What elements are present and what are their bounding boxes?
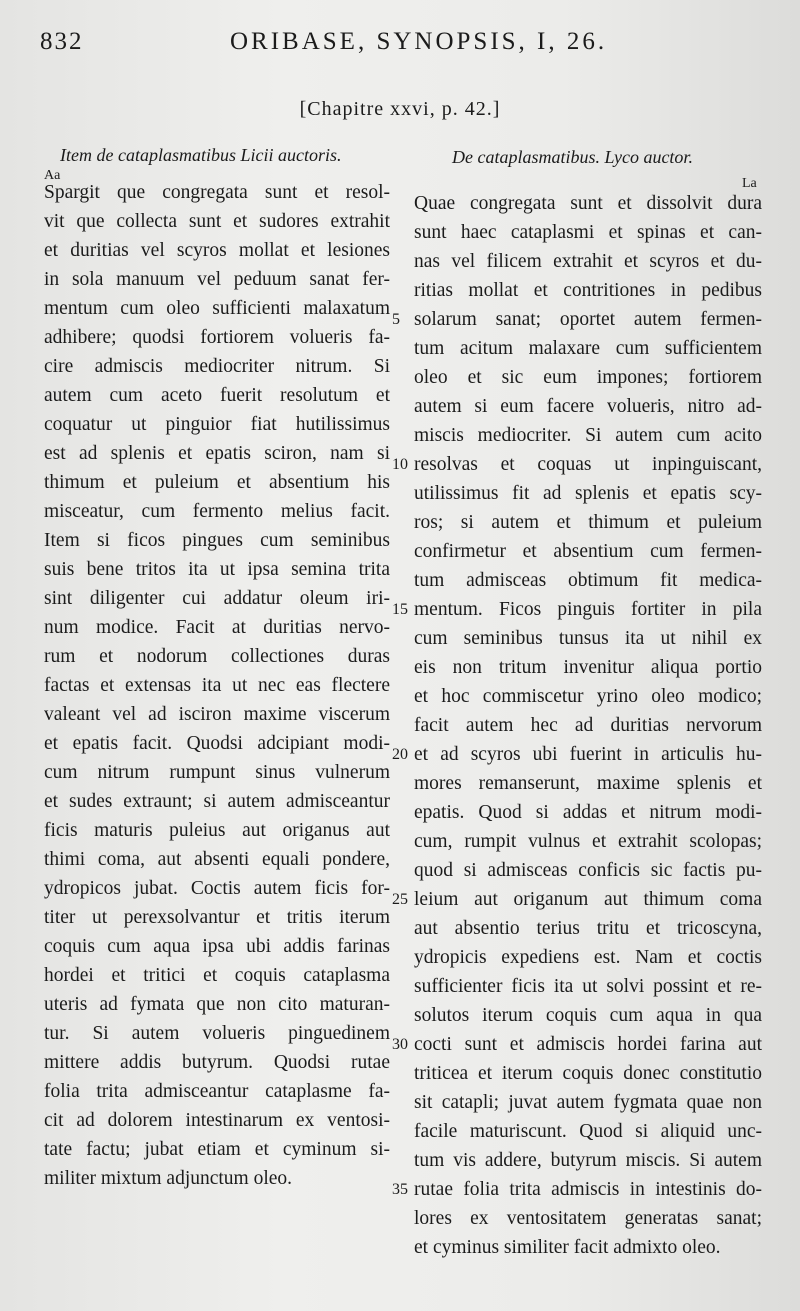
text-line: rum et nodorum collectiones duras bbox=[44, 646, 390, 667]
line-number bbox=[392, 769, 416, 798]
line-number bbox=[392, 914, 416, 943]
line-number bbox=[392, 1233, 416, 1262]
text-line: cit ad dolorem intestinarum ex ventosi- bbox=[44, 1110, 390, 1131]
text-line: Spargit que congregata sunt et resol- bbox=[44, 182, 390, 203]
line-number-gutter bbox=[392, 189, 416, 1262]
text-line: sit catapli; juvat autem fygmata quae non bbox=[414, 1092, 762, 1113]
text-line: uteris ad fymata que non cito maturan- bbox=[44, 994, 390, 1015]
text-line: rutae folia trita admiscis in intestinis do- bbox=[414, 1179, 762, 1200]
text-line: aut absentio terius tritu et tricoscyna, bbox=[414, 918, 762, 939]
text-line: coquatur ut pinguior fiat hutilissimus bbox=[44, 414, 390, 435]
text-line: cum nitrum rumpunt sinus vulnerum bbox=[44, 762, 390, 783]
running-title: ORIBASE, SYNOPSIS, I, 26. bbox=[230, 28, 608, 55]
text-line: et cyminus similiter facit admixto oleo. bbox=[414, 1237, 721, 1258]
text-line: mores remanserunt, maxime splenis et bbox=[414, 773, 762, 794]
line-number: 35 bbox=[392, 1181, 408, 1198]
text-line: resolvas et coquas ut inpinguiscant, bbox=[414, 454, 762, 475]
text-line: tum acitum malaxare cum sufficientem bbox=[414, 338, 762, 359]
text-line: tum admisceas obtimum fit medica- bbox=[414, 570, 762, 591]
line-number: 20 bbox=[392, 746, 408, 763]
line-number bbox=[392, 334, 416, 363]
text-line: sufficienter ficis ita ut solvi possint et re- bbox=[414, 976, 762, 997]
text-line: mentum cum oleo sufficienti malaxatum bbox=[44, 298, 390, 319]
text-line: mittere addis butyrum. Quodsi rutae bbox=[44, 1052, 390, 1073]
left-margin-siglum: Aa bbox=[44, 168, 61, 183]
line-number bbox=[392, 1001, 416, 1030]
text-line: miscis mediocriter. Si autem cum acito bbox=[414, 425, 762, 446]
line-number bbox=[392, 711, 416, 740]
text-line: est ad splenis et epatis sciron, nam si bbox=[44, 443, 390, 464]
line-number bbox=[392, 537, 416, 566]
line-number bbox=[392, 189, 416, 218]
left-column-title: Item de cataplasmatibus Licii auctoris. bbox=[60, 145, 342, 165]
text-line: misceatur, cum fermento melius facit. bbox=[44, 501, 390, 522]
page-number: 832 bbox=[40, 28, 84, 55]
right-text-column bbox=[414, 189, 762, 1262]
line-number: 10 bbox=[392, 456, 408, 473]
text-line: ros; si autem et thimum et puleium bbox=[414, 512, 762, 533]
text-line: factas et extensas ita ut nec eas flectere bbox=[44, 675, 390, 696]
text-line: quod si admisceas conficis sic factis pu- bbox=[414, 860, 762, 881]
line-number bbox=[392, 1088, 416, 1117]
text-line: oleo et sic eum impones; fortiorem bbox=[414, 367, 762, 388]
text-line: cum, rumpit vulnus et extrahit scolopas; bbox=[414, 831, 762, 852]
text-line: lores ex ventositatem generatas sanat; bbox=[414, 1208, 762, 1229]
line-number bbox=[392, 363, 416, 392]
text-line: tur. Si autem volueris pinguedinem bbox=[44, 1023, 390, 1044]
line-number bbox=[392, 508, 416, 537]
line-number bbox=[392, 218, 416, 247]
text-line: facit autem hec ad duritias nervorum bbox=[414, 715, 762, 736]
line-number bbox=[392, 247, 416, 276]
line-number bbox=[392, 943, 416, 972]
line-number bbox=[392, 972, 416, 1001]
right-margin-siglum: La bbox=[742, 176, 757, 191]
text-line: sunt haec cataplasmi et spinas et can- bbox=[414, 222, 762, 243]
line-number bbox=[392, 624, 416, 653]
text-line: facile maturiscunt. Quod si aliquid unc- bbox=[414, 1121, 762, 1142]
text-line: triticea et iterum coquis donec constitutio bbox=[414, 1063, 762, 1084]
line-number: 30 bbox=[392, 1036, 408, 1053]
text-line: tum vis addere, butyrum miscis. Si autem bbox=[414, 1150, 762, 1171]
text-line: eis non tritum invenitur aliqua portio bbox=[414, 657, 762, 678]
text-line: cocti sunt et admiscis hordei farina aut bbox=[414, 1034, 762, 1055]
text-line: valeant vel ad isciron maxime viscerum bbox=[44, 704, 390, 725]
text-line: hordei et tritici et coquis cataplasma bbox=[44, 965, 390, 986]
text-line: suis bene tritos ita ut ipsa semina trita bbox=[44, 559, 390, 580]
line-number bbox=[392, 392, 416, 421]
line-number bbox=[392, 276, 416, 305]
text-line: militer mixtum adjunctum oleo. bbox=[44, 1168, 293, 1189]
line-number bbox=[392, 1059, 416, 1088]
text-line: leium aut origanum aut thimum coma bbox=[414, 889, 762, 910]
text-line: mentum. Ficos pinguis fortiter in pila bbox=[414, 599, 762, 620]
line-number bbox=[392, 1117, 416, 1146]
text-line: et duritias vel scyros mollat et lesiones bbox=[44, 240, 390, 261]
text-line: Item si ficos pingues cum seminibus bbox=[44, 530, 390, 551]
text-line: coquis cum aqua ipsa ubi addis farinas bbox=[44, 936, 390, 957]
line-number bbox=[392, 856, 416, 885]
right-column-title: De cataplasmatibus. Lyco auctor. bbox=[452, 147, 693, 167]
left-text-column bbox=[44, 178, 390, 1193]
line-number: 25 bbox=[392, 891, 408, 908]
text-line: thimum et puleium et absentium his bbox=[44, 472, 390, 493]
text-line: solarum sanat; oportet autem fermen- bbox=[414, 309, 762, 330]
line-number bbox=[392, 479, 416, 508]
text-line: epatis. Quod si addas et nitrum modi- bbox=[414, 802, 762, 823]
text-line: ritias mollat et contritiones in pedibus bbox=[414, 280, 762, 301]
line-number bbox=[392, 653, 416, 682]
line-number bbox=[392, 682, 416, 711]
text-line: solutos iterum coquis cum aqua in qua bbox=[414, 1005, 762, 1026]
text-line: nas vel filicem extrahit et scyros et du- bbox=[414, 251, 762, 272]
line-number bbox=[392, 827, 416, 856]
text-line: et hoc commiscetur yrino oleo modico; bbox=[414, 686, 762, 707]
text-line: et sudes extraunt; si autem admisceantur bbox=[44, 791, 390, 812]
text-line: titer ut perexsolvantur et tritis iterum bbox=[44, 907, 390, 928]
text-line: utilissimus fit ad splenis et epatis scy- bbox=[414, 483, 762, 504]
text-line: ydropicis expediens est. Nam et coctis bbox=[414, 947, 762, 968]
text-line: et epatis facit. Quodsi adcipiant modi- bbox=[44, 733, 390, 754]
text-line: cum seminibus tunsus ita ut nihil ex bbox=[414, 628, 762, 649]
text-line: tate factu; jubat etiam et cyminum si- bbox=[44, 1139, 390, 1160]
line-number bbox=[392, 421, 416, 450]
text-line: et ad scyros ubi fuerint in articulis hu- bbox=[414, 744, 762, 765]
line-number bbox=[392, 1204, 416, 1233]
text-line: thimi coma, aut absenti equali pondere, bbox=[44, 849, 390, 870]
line-number bbox=[392, 566, 416, 595]
text-line: folia trita admisceantur cataplasme fa- bbox=[44, 1081, 390, 1102]
text-line: ydropicos jubat. Coctis autem ficis for- bbox=[44, 878, 390, 899]
text-line: in sola manuum vel peduum sanat fer- bbox=[44, 269, 390, 290]
text-line: num modice. Facit at duritias nervo- bbox=[44, 617, 390, 638]
text-line: vit que collecta sunt et sudores extrahit bbox=[44, 211, 390, 232]
text-line: cire admiscis mediocriter nitrum. Si bbox=[44, 356, 390, 377]
text-line: autem si eum facere volueris, nitro ad- bbox=[414, 396, 762, 417]
running-head bbox=[40, 22, 780, 62]
text-line: ficis maturis puleius aut origanus aut bbox=[44, 820, 390, 841]
text-line: Quae congregata sunt et dissolvit dura bbox=[414, 193, 762, 214]
text-line: sint diligenter cui addatur oleum iri- bbox=[44, 588, 390, 609]
text-line: adhibere; quodsi fortiorem volueris fa- bbox=[44, 327, 390, 348]
line-number bbox=[392, 798, 416, 827]
text-line: confirmetur et absentium cum fermen- bbox=[414, 541, 762, 562]
line-number bbox=[392, 1146, 416, 1175]
text-line: autem cum aceto fuerit resolutum et bbox=[44, 385, 390, 406]
chapter-heading: [Chapitre xxvi, p. 42.] bbox=[299, 98, 501, 120]
line-number: 5 bbox=[392, 311, 400, 328]
line-number: 15 bbox=[392, 601, 408, 618]
